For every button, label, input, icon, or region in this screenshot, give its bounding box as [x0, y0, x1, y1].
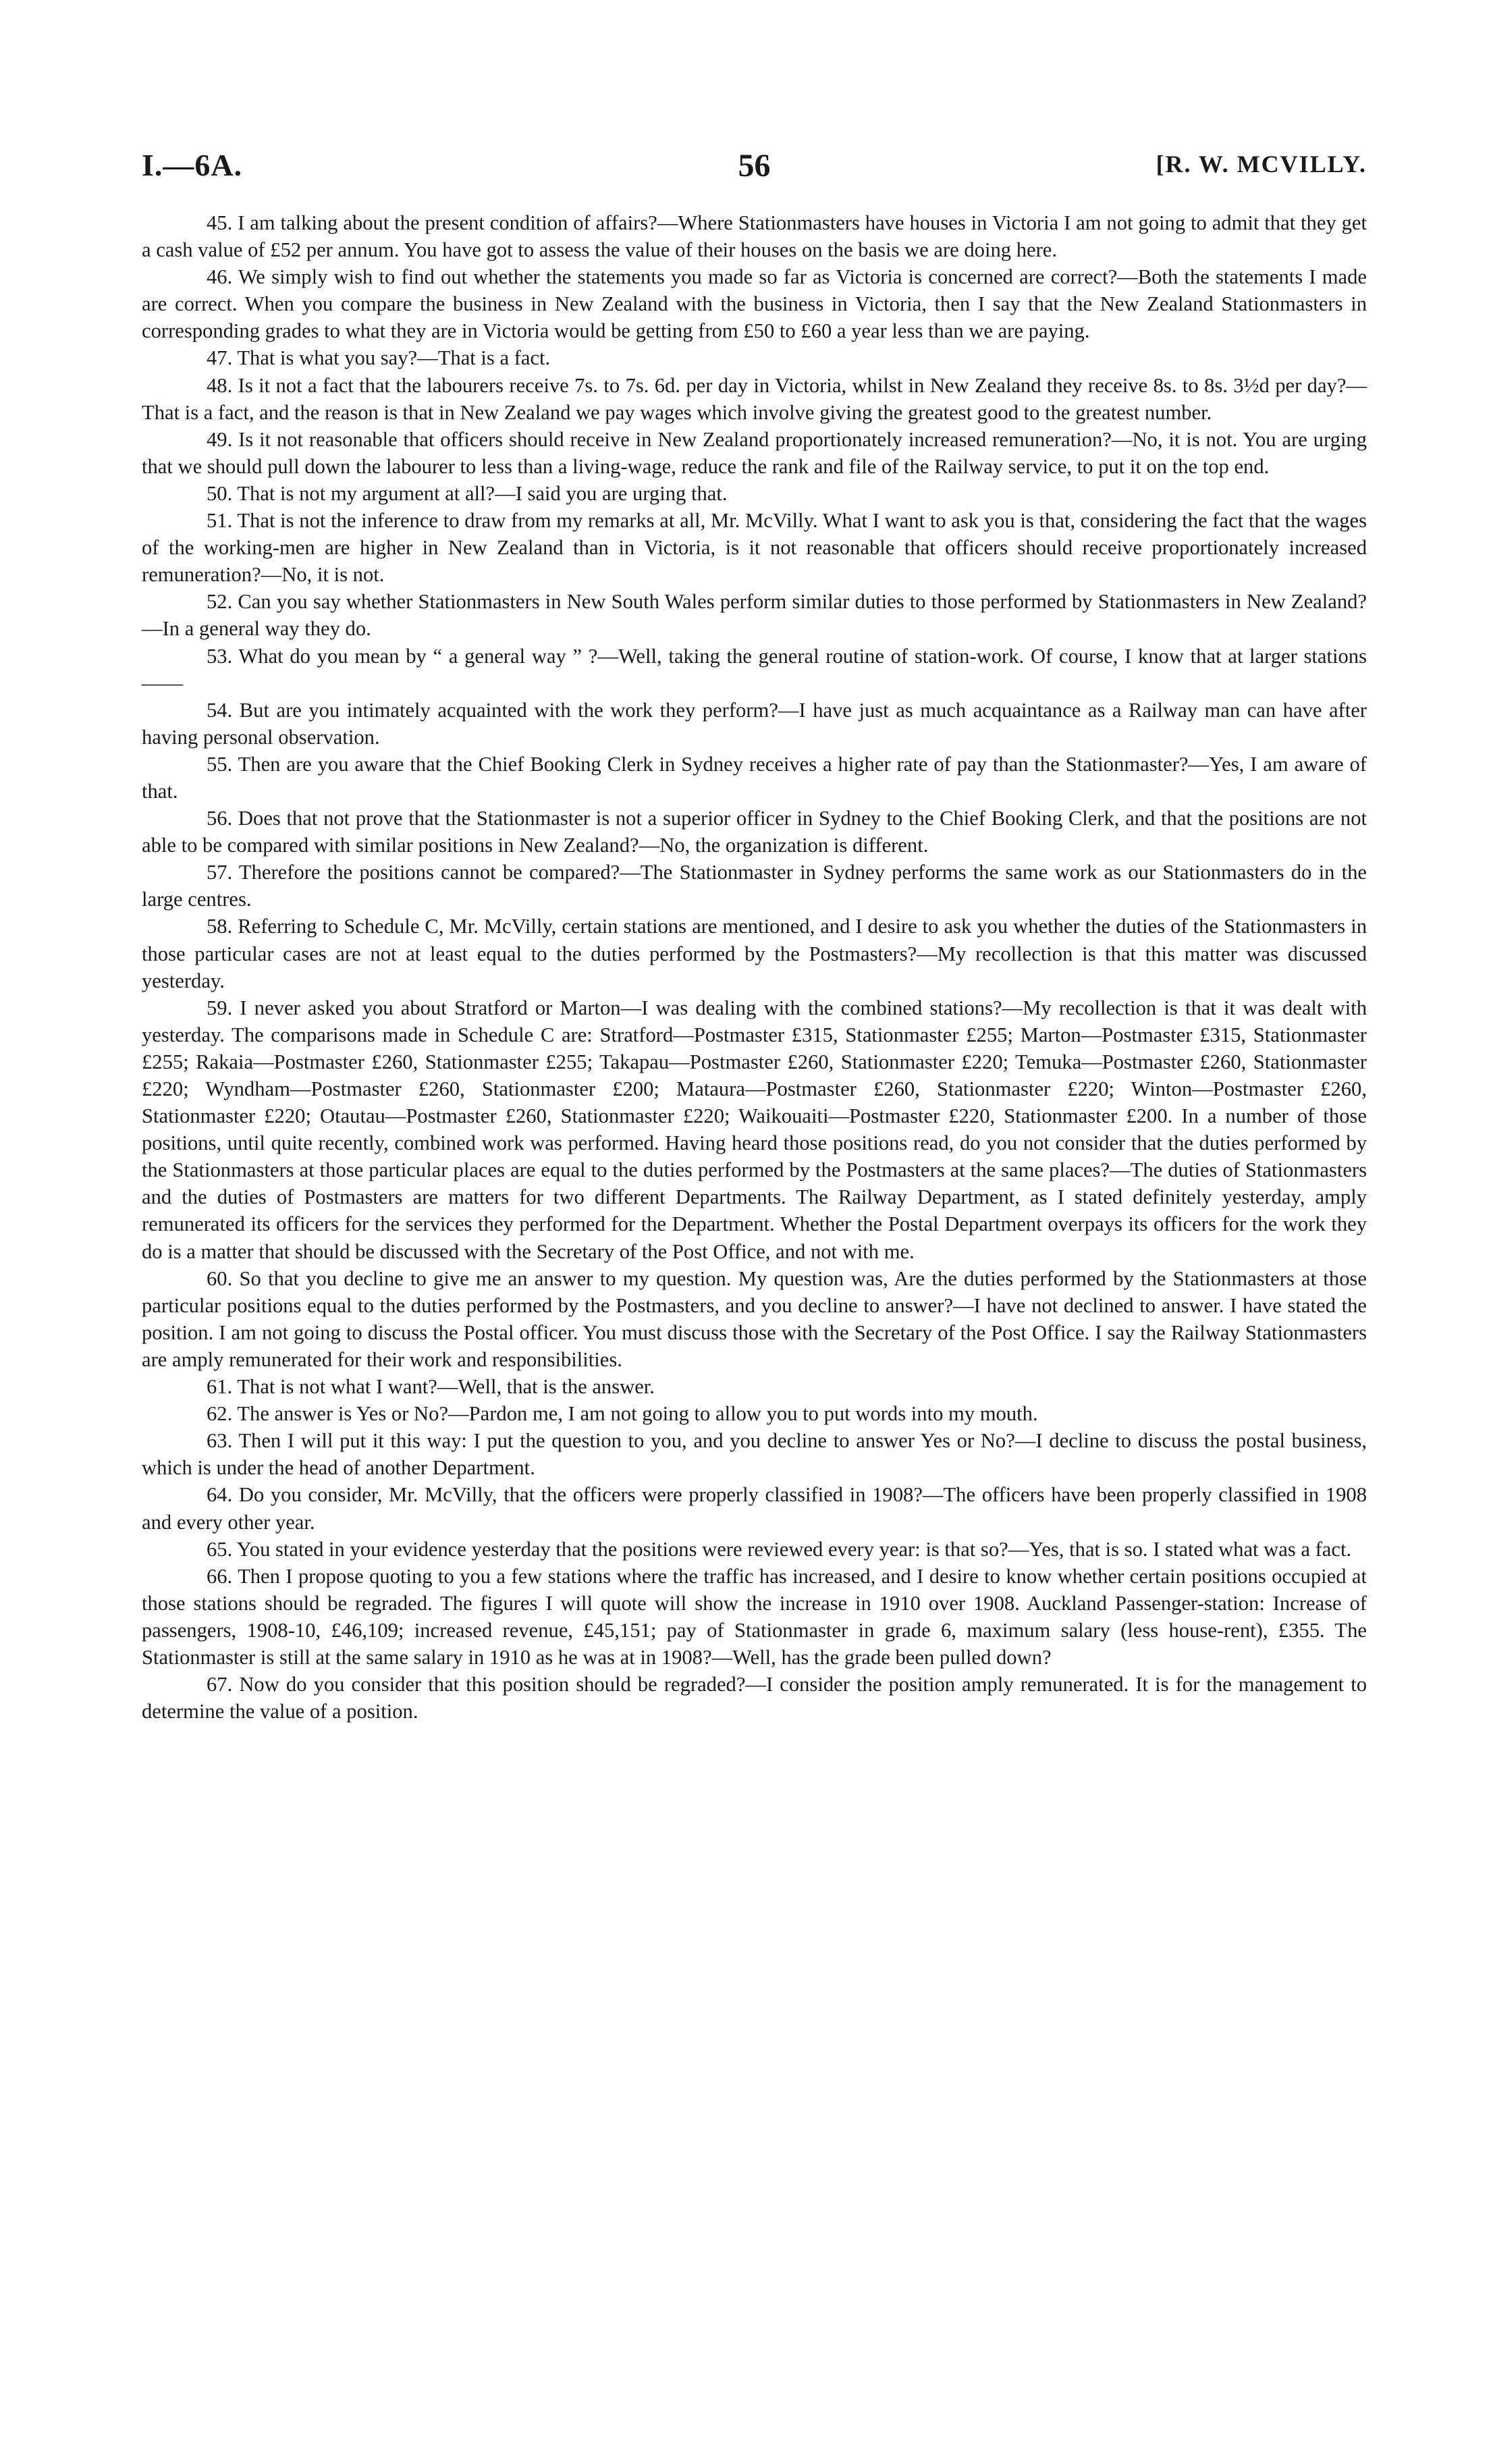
- paragraph-61: 61. That is not what I want?—Well, that is the answer.: [207, 1375, 655, 1399]
- paragraph-63: 63. Then I will put it this way: I put the question to you, and you decline to answer Yes or No?—I decline to discuss the postal business, which is under the head of another Department.: [142, 1429, 1367, 1480]
- paragraph-49: 49. Is it not reasonable that officers should receive in New Zealand proportionately increased remuneration?—No, it is not. You are urging that we should pull down the labourer to less than a living-wage, reduce the rank and file of the Railway service, to put it on the top end.: [142, 427, 1367, 478]
- witness-name: [R. W. MCVILLY.: [1156, 151, 1367, 178]
- paragraph-67: 67. Now do you consider that this position should be regraded?—I consider the position amply remunerated. It is for the management to determine the value of a position.: [142, 1673, 1367, 1723]
- paragraph-56: 56. Does that not prove that the Stationmaster is not a superior officer in Sydney to the Chief Booking Clerk, and that the positions are not able to be compared with similar positions in New Zealand?—No, the organization is different.: [142, 807, 1367, 857]
- paragraph-45: 45. I am talking about the present condition of affairs?—Where Stationmasters have houses in Victoria I am not going to admit that they get a cash value of £52 per annum. You have got to assess the value of their houses on the basis we are doing here.: [142, 211, 1367, 262]
- paragraph-55: 55. Then are you aware that the Chief Booking Clerk in Sydney receives a higher rate of pay than the Stationmaster?—Yes, I am aware of that.: [142, 752, 1367, 803]
- paragraph-52: 52. Can you say whether Stationmasters in New South Wales perform similar duties to those performed by Stationmasters in New Zealand?—In a general way they do.: [142, 590, 1367, 641]
- paragraph-57: 57. Therefore the positions cannot be compared?—The Stationmaster in Sydney performs the same work as our Stationmasters do in the large centres.: [142, 861, 1367, 911]
- paragraph-54: 54. But are you intimately acquainted with the work they perform?—I have just as much acquaintance as a Railway man can have after having personal observation.: [142, 698, 1367, 749]
- paragraph-64: 64. Do you consider, Mr. McVilly, that the officers were properly classified in 1908?—The officers have been properly classified in 1908 and every other year.: [142, 1483, 1367, 1534]
- paragraph-46: 46. We simply wish to find out whether the statements you made so far as Victoria is concerned are correct?—Both the statements I made are correct. When you compare the business in New Zealand with the business in Victoria, then I say that the New Zealand Stationmasters in corresponding grades to what they are in Victoria would be getting from £50 to £60 a year less than we are paying.: [142, 265, 1367, 343]
- paragraph-48: 48. Is it not a fact that the labourers receive 7s. to 7s. 6d. per day in Victoria, whilst in New Zealand they receive 8s. to 8s. 3½d per day?—That is a fact, and the reason is that in New Zealand we pay wages which involve giving the greatest good to the greatest number.: [142, 373, 1367, 424]
- paragraph-50: 50. That is not my argument at all?—I said you are urging that.: [207, 481, 728, 505]
- paragraph-65: 65. You stated in your evidence yesterday that the positions were reviewed every year: is that so?—Yes, that is so. I stated what was a fact.: [207, 1537, 1352, 1561]
- paragraph-51: 51. That is not the inference to draw from my remarks at all, Mr. McVilly. What I want to ask you is that, considering the fact that the wages of the working-men are higher in New Zealand than in Victoria, is it not reasonable that officers should receive proportionately increased remuneration?—No, it is not.: [142, 509, 1367, 587]
- paragraph-60: 60. So that you decline to give me an answer to my question. My question was, Are the duties performed by the Stationmasters at those particular positions equal to the duties performed by the Postmasters, and you decline to answer?—I have not declined to answer. I have stated the position. I am not going to discuss the Postal officer. You must discuss those with the Secretary of the Post Office. I say the Railway Stationmasters are amply remunerated for their work and responsibilities.: [142, 1266, 1367, 1371]
- document-body: [142, 209, 1367, 1725]
- paragraph-66: 66. Then I propose quoting to you a few stations where the traffic has increased, and I desire to know whether certain positions occupied at those stations should be regraded. The figures I will quote will show the increase in 1910 over 1908. Auckland Passenger-station: Increase of passengers, 1908-10, £46,109; increased revenue, £45,151; pay of Stationmaster in grade 6, maximum salary (less house-rent), £355. The Stationmaster is still at the same salary in 1910 as he was at in 1908?—Well, has the grade been pulled down?: [142, 1564, 1367, 1669]
- paragraph-53: 53. What do you mean by “ a general way ” ?—Well, taking the general routine of station-work. Of course, I know that at larger stations——: [142, 644, 1367, 695]
- paragraph-62: 62. The answer is Yes or No?—Pardon me, I am not going to allow you to put words into my mouth.: [207, 1402, 1038, 1426]
- page-number: 56: [738, 148, 771, 184]
- page-header: [142, 147, 1367, 194]
- document-reference: I.—6A.: [142, 148, 243, 182]
- paragraph-47: 47. That is what you say?—That is a fact.: [207, 346, 551, 370]
- paragraph-58: 58. Referring to Schedule C, Mr. McVilly, certain stations are mentioned, and I desire to ask you whether the duties of the Stationmasters in those particular cases are not at least equal to the duties performed by the Postmasters?—My recollection is that this matter was discussed yesterday.: [142, 915, 1367, 992]
- paragraph-59: 59. I never asked you about Stratford or Marton—I was dealing with the combined stations?—My recollection is that it was dealt with yesterday. The comparisons made in Schedule C are: Stratford—Postmaster £315, Stationmaster £255; Marton—Postmaster £315, Stationmaster £255; Rakaia—Postmaster £260, Stationmaster £255; Takapau—Postmaster £260, Stationmaster £220; Temuka—Postmaster £260, Stationmaster £220; Wyndham—Postmaster £260, Stationmaster £200; Mataura—Postmaster £260, Stationmaster £220; Winton—Postmaster £260, Stationmaster £220; Otautau—Postmaster £260, Stationmaster £220; Waikouaiti—Postmaster £220, Stationmaster £200. In a number of those positions, until quite recently, combined work was performed. Having heard those positions read, do you not consider that the duties performed by the Stationmasters at those particular places are equal to the duties performed by the Postmasters at the same places?—The duties of Stationmasters and the duties of Postmasters are matters for two different Departments. The Railway Department, as I stated definitely yesterday, amply remunerated its officers for the services they performed for the Department. Whether the Postal Department overpays its officers for the work they do is a matter that should be discussed with the Secretary of the Post Office, and not with me.: [142, 996, 1367, 1263]
